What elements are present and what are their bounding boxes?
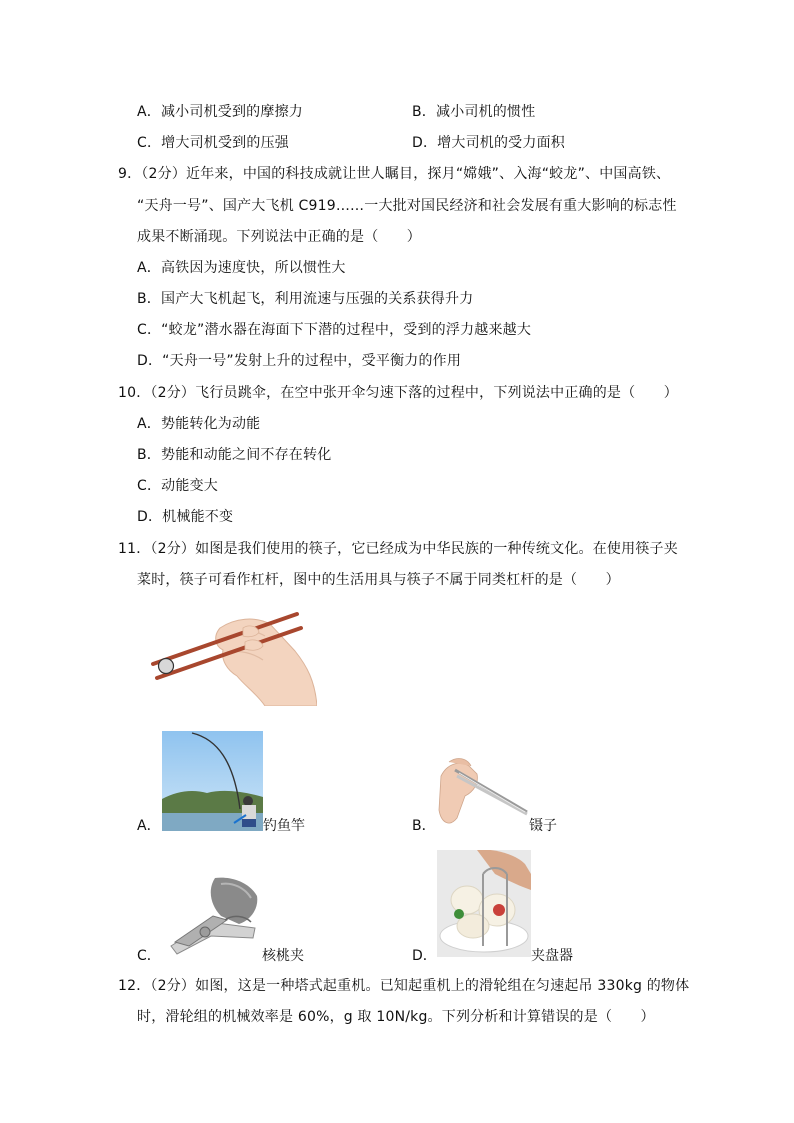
q10-option-c: C．动能变大 bbox=[137, 478, 218, 494]
q10-option-d: D．机械能不变 bbox=[137, 509, 234, 525]
tweezers-image bbox=[437, 756, 532, 831]
q9-option-d: D．“天舟一号”发射上升的过程中，受平衡力的作用 bbox=[137, 353, 462, 369]
q11-option-c-letter: C． bbox=[137, 948, 161, 964]
q11-option-d-caption: 夹盘器 bbox=[531, 948, 573, 964]
q11-option-c-caption: 核桃夹 bbox=[262, 948, 304, 964]
q9-stem-line-3: 成果不断涌现。下列说法中正确的是（ ） bbox=[137, 229, 421, 245]
q8-option-d: D．增大司机的受力面积 bbox=[412, 135, 565, 151]
q9-option-c: C．“蛟龙”潜水器在海面下下潜的过程中，受到的浮力越来越大 bbox=[137, 322, 532, 338]
nutcracker-image bbox=[165, 876, 260, 956]
q8-option-a: A．减小司机受到的摩擦力 bbox=[137, 104, 303, 120]
q8-option-b: B．减小司机的惯性 bbox=[412, 104, 536, 120]
q9-option-b: B．国产大飞机起飞，利用流速与压强的关系获得升力 bbox=[137, 291, 474, 307]
q11-stem-line-1: 11．（2分）如图是我们使用的筷子，它已经成为中华民族的一种传统文化。在使用筷子夹 bbox=[118, 541, 678, 557]
q11-option-a-caption: 钓鱼竿 bbox=[263, 818, 305, 834]
q10-option-a: A．势能转化为动能 bbox=[137, 416, 261, 432]
q9-option-a: A．高铁因为速度快，所以惯性大 bbox=[137, 260, 346, 276]
q8-option-c: C．增大司机受到的压强 bbox=[137, 135, 289, 151]
chopsticks-hand-image bbox=[145, 606, 317, 706]
q12-stem-line-1: 12．（2分）如图，这是一种塔式起重机。已知起重机上的滑轮组在匀速起吊 330kg 的物体 bbox=[118, 978, 690, 994]
q10-stem: 10．（2分）飞行员跳伞，在空中张开伞匀速下落的过程中，下列说法中正确的是（ ） bbox=[118, 385, 678, 401]
q11-option-d-letter: D． bbox=[412, 948, 437, 964]
q11-option-a-letter: A． bbox=[137, 818, 161, 834]
q10-option-b: B．势能和动能之间不存在转化 bbox=[137, 447, 332, 463]
q9-stem-line-1: 9．（2分）近年来，中国的科技成就让世人瞩目，探月“嫦娥”、入海“蛟龙”、中国高铁、 bbox=[118, 166, 671, 182]
q11-option-b-letter: B． bbox=[412, 818, 436, 834]
q9-stem-line-2: “天舟一号”、国产大飞机 C919……一大批对国民经济和社会发展有重大影响的标志性 bbox=[137, 198, 677, 214]
q11-stem-line-2: 菜时，筷子可看作杠杆，图中的生活用具与筷子不属于同类杠杆的是（ ） bbox=[137, 572, 620, 588]
q11-option-b-caption: 镊子 bbox=[529, 818, 557, 834]
plate-clamp-image bbox=[437, 850, 531, 957]
fishing-rod-image bbox=[162, 731, 263, 831]
q12-stem-line-2: 时，滑轮组的机械效率是 60%，g 取 10N/kg。下列分析和计算错误的是（ ） bbox=[137, 1009, 655, 1025]
